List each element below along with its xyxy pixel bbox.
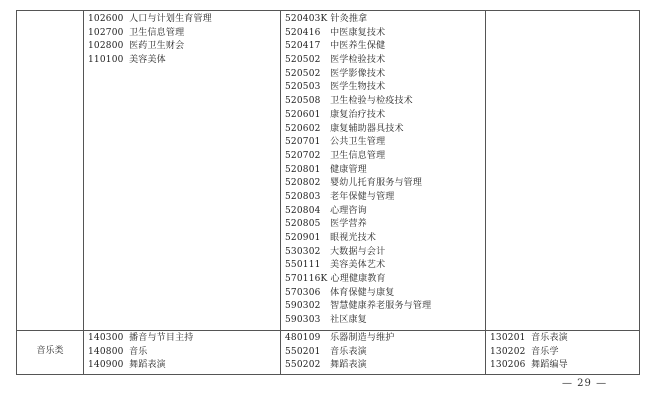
higher-vocational-cell [281,330,486,374]
major-code: 530302 [285,246,321,257]
major-name: 播音与节目主持 [129,332,194,343]
major-entry [285,81,485,95]
table-row [17,330,640,374]
page-number: — 29 — [562,378,608,389]
major-name: 舞蹈表演 [129,360,166,371]
bachelor-cell [486,11,640,331]
major-name: 音乐学 [531,346,559,357]
major-name: 卫生信息管理 [129,27,185,38]
major-name: 心理健康教育 [330,274,386,285]
major-code: 520416 [285,27,321,38]
major-code: 140800 [88,346,124,357]
secondary-vocational-cell [84,11,281,331]
major-name: 乐器制造与维护 [330,332,395,343]
major-code: 520502 [285,55,321,66]
major-code: 520802 [285,178,321,189]
major-entry [88,359,280,373]
major-name: 音乐表演 [531,332,568,343]
major-entry [285,359,485,373]
major-entry [88,40,280,54]
major-entry [285,68,485,82]
major-entry [285,300,485,314]
major-code: 102800 [88,41,124,52]
major-name: 眼视光技术 [330,233,377,243]
major-name: 医学影像技术 [330,68,386,79]
major-entry [285,259,485,273]
major-code: 102700 [88,27,124,38]
major-code: 520602 [285,123,321,134]
major-name: 公共卫生管理 [330,137,386,148]
major-code: 140300 [88,332,124,343]
major-entry [490,332,639,346]
major-entry [88,346,280,360]
major-code: 520901 [285,233,321,243]
secondary-vocational-cell [84,330,281,374]
major-code: 102600 [88,14,124,24]
major-entry [285,246,485,260]
major-entry [285,164,485,178]
major-name: 舞蹈编导 [531,360,568,371]
major-code: 570306 [285,287,321,298]
major-entry [88,13,280,27]
higher-vocational-cell [281,11,486,331]
major-entry [285,40,485,54]
major-entry [88,54,280,68]
category-cell [17,11,84,331]
major-entry [285,27,485,41]
major-code: 520805 [285,219,321,230]
major-entry [285,177,485,191]
major-name: 中医养生保健 [330,41,386,52]
major-name: 舞蹈表演 [330,360,367,371]
major-code: 130206 [490,360,526,371]
major-name: 体育保健与康复 [330,287,395,298]
major-name: 医学检验技术 [330,55,386,66]
major-code: 520417 [285,41,321,52]
major-name: 老年保健与管理 [330,191,395,202]
major-name: 康复治疗技术 [330,109,386,120]
major-code: 550201 [285,346,321,357]
major-name: 医学营养 [330,219,367,230]
bachelor-cell [486,330,640,374]
category-cell: 音乐类 [17,330,84,374]
major-code: 520701 [285,137,321,148]
major-name: 美容美体 [129,55,166,66]
major-name: 智慧健康养老服务与管理 [330,301,432,312]
major-code: 590303 [285,315,321,326]
major-entry [285,150,485,164]
major-entry [285,191,485,205]
major-name: 音乐 [129,346,148,357]
major-entry [88,332,280,346]
major-code: 480109 [285,332,321,343]
major-entry [285,346,485,360]
major-entry [285,332,485,346]
major-name: 音乐表演 [330,346,367,357]
major-entry [490,359,639,373]
major-name: 医学生物技术 [330,82,386,93]
major-code: 520702 [285,150,321,161]
table-row [17,11,640,331]
major-code: 520508 [285,96,321,107]
major-name: 针灸推拿 [330,14,368,24]
major-entry [285,54,485,68]
major-code: 130201 [490,332,526,343]
major-name: 人口与计划生育管理 [129,14,212,24]
major-code: 140900 [88,360,124,371]
major-entry [88,27,280,41]
major-entry [285,13,485,27]
major-entry [285,273,485,287]
major-name: 健康管理 [330,164,367,175]
major-catalog-table [16,10,640,375]
major-code: 110100 [88,55,124,66]
major-entry [285,109,485,123]
major-entry [285,123,485,137]
major-code: 520502 [285,68,321,79]
major-code: 550111 [285,260,321,271]
major-code: 520403K [285,14,328,24]
major-entry [285,95,485,109]
major-code: 550202 [285,360,321,371]
major-entry [285,232,485,246]
major-code: 130202 [490,346,526,357]
major-code: 520803 [285,191,321,202]
major-name: 卫生检验与检疫技术 [330,96,413,107]
major-entry [285,218,485,232]
major-entry [285,287,485,301]
major-name: 美容美体艺术 [330,260,386,271]
major-code: 590302 [285,301,321,312]
major-entry [490,346,639,360]
major-code: 520503 [285,82,321,93]
major-code: 520804 [285,205,321,216]
major-entry [285,136,485,150]
major-name: 康复辅助器具技术 [330,123,404,134]
major-entry [285,314,485,328]
major-entry [285,205,485,219]
major-name: 婴幼儿托育服务与管理 [330,178,423,189]
major-name: 大数据与会计 [330,246,386,257]
major-code: 570116K [285,274,328,285]
major-name: 医药卫生财会 [129,41,185,52]
major-name: 心理咨询 [330,205,367,216]
major-name: 中医康复技术 [330,27,386,38]
major-name: 社区康复 [330,315,367,326]
major-code: 520601 [285,109,321,120]
major-name: 卫生信息管理 [330,150,386,161]
major-code: 520801 [285,164,321,175]
